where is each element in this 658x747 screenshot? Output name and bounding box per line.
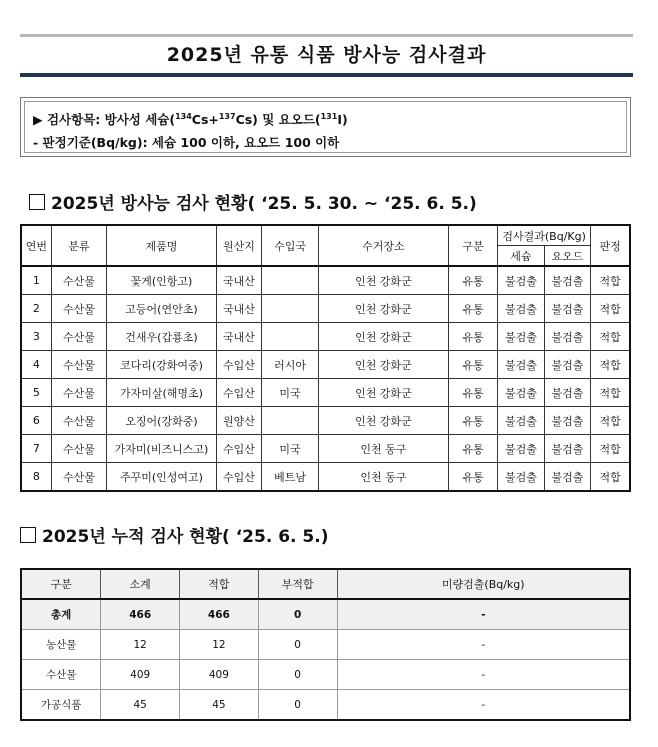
- i131-mass: 131: [320, 111, 338, 121]
- header-origin: 원산지: [216, 225, 262, 266]
- cell-import-country: [262, 295, 318, 323]
- section2-heading: [20, 522, 328, 547]
- cell-iodine: 불검출: [544, 266, 591, 295]
- table-row: [21, 295, 630, 323]
- cell-import-country: 미국: [262, 435, 318, 463]
- cell-type: 유통: [449, 323, 498, 351]
- cum-cell-trace: -: [337, 690, 630, 721]
- table-row: [21, 690, 630, 721]
- cum-cell-trace: -: [337, 599, 630, 630]
- cell-location: 인천 동구: [318, 463, 448, 492]
- cum-cell-fail: 0: [258, 630, 337, 660]
- cell-origin: 국내산: [216, 295, 262, 323]
- cum-header-trace: 미량검출(Bq/kg): [337, 569, 630, 599]
- weekly-test-table: [20, 224, 631, 492]
- cell-origin: 수입산: [216, 351, 262, 379]
- total-row: [21, 599, 630, 630]
- header-verdict: 판정: [591, 225, 630, 266]
- cell-location: 인천 강화군: [318, 351, 448, 379]
- cs137-symbol: Cs) 및 요오드(: [235, 112, 321, 127]
- cell-product: 코다리(강화여중): [107, 351, 216, 379]
- cell-import-country: 미국: [262, 379, 318, 407]
- cell-iodine: 불검출: [544, 463, 591, 492]
- cell-category: 수산물: [51, 266, 107, 295]
- cell-origin: 수입산: [216, 379, 262, 407]
- cell-no: 3: [21, 323, 51, 351]
- table-row: [21, 463, 630, 492]
- cell-category: 수산물: [51, 435, 107, 463]
- cell-category: 수산물: [51, 351, 107, 379]
- table-row: [21, 351, 630, 379]
- cell-import-country: [262, 323, 318, 351]
- cell-product: 꽃게(인항고): [107, 266, 216, 295]
- cell-product: 오징어(강화중): [107, 407, 216, 435]
- cum-cell-pass: 45: [180, 690, 259, 721]
- cell-type: 유통: [449, 266, 498, 295]
- cell-product: 가자미살(해명초): [107, 379, 216, 407]
- cell-verdict: 적합: [591, 266, 630, 295]
- cell-import-country: 베트남: [262, 463, 318, 492]
- i131-symbol: I): [337, 112, 348, 127]
- cell-type: 유통: [449, 351, 498, 379]
- cum-cell-subtotal: 45: [101, 690, 180, 721]
- cum-header-pass: 적합: [180, 569, 259, 599]
- cell-location: 인천 강화군: [318, 323, 448, 351]
- cell-origin: 수입산: [216, 463, 262, 492]
- cell-origin: 원양산: [216, 407, 262, 435]
- header-location: 수거장소: [318, 225, 448, 266]
- table-row: [21, 323, 630, 351]
- table-row: [21, 266, 630, 295]
- cell-location: 인천 강화군: [318, 266, 448, 295]
- cell-type: 유통: [449, 295, 498, 323]
- cell-iodine: 불검출: [544, 379, 591, 407]
- table-row: [21, 407, 630, 435]
- cell-iodine: 불검출: [544, 323, 591, 351]
- page-title: 2025년 유통 식품 방사능 검사결과: [166, 44, 487, 66]
- section1-heading-text: 2025년 방사능 검사 현황( ‘25. 5. 30. ~ ‘25. 6. 5.): [51, 194, 477, 214]
- cell-import-country: [262, 407, 318, 435]
- cum-cell-subtotal: 466: [101, 599, 180, 630]
- cell-cesium: 불검출: [498, 463, 545, 492]
- cum-cell-fail: 0: [258, 660, 337, 690]
- cum-cell-category: 농산물: [21, 630, 101, 660]
- cell-location: 인천 동구: [318, 435, 448, 463]
- cell-no: 1: [21, 266, 51, 295]
- cum-cell-pass: 466: [180, 599, 259, 630]
- header-result: 검사결과(Bq/Kg): [498, 225, 591, 246]
- cell-verdict: 적합: [591, 407, 630, 435]
- cell-verdict: 적합: [591, 323, 630, 351]
- checkbox-square-icon: [29, 194, 45, 210]
- header-iodine: 요오드: [544, 246, 591, 267]
- header-category: 분류: [51, 225, 107, 266]
- cell-location: 인천 강화군: [318, 295, 448, 323]
- cell-category: 수산물: [51, 463, 107, 492]
- cell-category: 수산물: [51, 379, 107, 407]
- cum-header-fail: 부적합: [258, 569, 337, 599]
- cell-cesium: 불검출: [498, 266, 545, 295]
- header-no: 연번: [21, 225, 51, 266]
- cell-no: 7: [21, 435, 51, 463]
- cell-type: 유통: [449, 407, 498, 435]
- checkbox-square-icon: [20, 527, 36, 543]
- cum-cell-category: 가공식품: [21, 690, 101, 721]
- cs137-mass: 137: [218, 111, 236, 121]
- cell-no: 8: [21, 463, 51, 492]
- weekly-test-rows: [21, 266, 630, 491]
- cell-location: 인천 강화군: [318, 379, 448, 407]
- section1-heading: [29, 189, 477, 214]
- section2-heading-text: 2025년 누적 검사 현황( ‘25. 6. 5.): [42, 527, 329, 547]
- cell-verdict: 적합: [591, 463, 630, 492]
- cell-cesium: 불검출: [498, 379, 545, 407]
- cumulative-test-table: [20, 568, 631, 721]
- cell-cesium: 불검출: [498, 435, 545, 463]
- cell-product: 건새우(갑룡초): [107, 323, 216, 351]
- cell-no: 4: [21, 351, 51, 379]
- test-criteria-box: [20, 97, 631, 157]
- cell-location: 인천 강화군: [318, 407, 448, 435]
- header-type: 구분: [449, 225, 498, 266]
- cum-header-subtotal: 소계: [101, 569, 180, 599]
- cell-category: 수산물: [51, 295, 107, 323]
- cell-iodine: 불검출: [544, 407, 591, 435]
- cum-cell-fail: 0: [258, 599, 337, 630]
- cell-origin: 수입산: [216, 435, 262, 463]
- cumulative-test-rows: [21, 599, 630, 720]
- table-row: [21, 379, 630, 407]
- cell-product: 가자미(비즈니스고): [107, 435, 216, 463]
- cell-import-country: 러시아: [262, 351, 318, 379]
- cum-cell-subtotal: 409: [101, 660, 180, 690]
- cell-cesium: 불검출: [498, 295, 545, 323]
- cell-type: 유통: [449, 463, 498, 492]
- cell-category: 수산물: [51, 407, 107, 435]
- test-items-prefix: ▶ 검사항목: 방사성 세슘(: [33, 112, 176, 127]
- cell-type: 유통: [449, 435, 498, 463]
- table-row: [21, 630, 630, 660]
- test-items-line: [33, 110, 348, 128]
- cum-cell-fail: 0: [258, 690, 337, 721]
- cum-cell-pass: 12: [180, 630, 259, 660]
- title-bottom-rule: [20, 73, 633, 77]
- cell-import-country: [262, 266, 318, 295]
- table-row: [21, 660, 630, 690]
- cell-verdict: 적합: [591, 295, 630, 323]
- cell-origin: 국내산: [216, 323, 262, 351]
- header-cesium: 세슘: [498, 246, 545, 267]
- cum-cell-trace: -: [337, 630, 630, 660]
- cell-iodine: 불검출: [544, 435, 591, 463]
- cs134-mass: 134: [175, 111, 192, 121]
- cell-verdict: 적합: [591, 379, 630, 407]
- cell-no: 5: [21, 379, 51, 407]
- cum-cell-trace: -: [337, 660, 630, 690]
- cell-product: 주꾸미(인성여고): [107, 463, 216, 492]
- cell-product: 고등어(연안초): [107, 295, 216, 323]
- cell-cesium: 불검출: [498, 351, 545, 379]
- cell-no: 6: [21, 407, 51, 435]
- cell-iodine: 불검출: [544, 295, 591, 323]
- cum-cell-category: 수산물: [21, 660, 101, 690]
- cum-header-category: 구분: [21, 569, 101, 599]
- cell-origin: 국내산: [216, 266, 262, 295]
- cell-verdict: 적합: [591, 351, 630, 379]
- cell-type: 유통: [449, 379, 498, 407]
- cell-verdict: 적합: [591, 435, 630, 463]
- title-banner: [20, 34, 633, 77]
- cum-cell-category: 총계: [21, 599, 101, 630]
- header-product: 제품명: [107, 225, 216, 266]
- criteria-line: - 판정기준(Bq/kg): 세슘 100 이하, 요오드 100 이하: [33, 135, 340, 150]
- cell-cesium: 불검출: [498, 323, 545, 351]
- table-row: [21, 435, 630, 463]
- cell-iodine: 불검출: [544, 351, 591, 379]
- cs134-symbol: Cs+: [191, 112, 219, 127]
- cell-category: 수산물: [51, 323, 107, 351]
- cell-cesium: 불검출: [498, 407, 545, 435]
- cum-cell-pass: 409: [180, 660, 259, 690]
- header-import-country: 수입국: [262, 225, 318, 266]
- cum-cell-subtotal: 12: [101, 630, 180, 660]
- cell-no: 2: [21, 295, 51, 323]
